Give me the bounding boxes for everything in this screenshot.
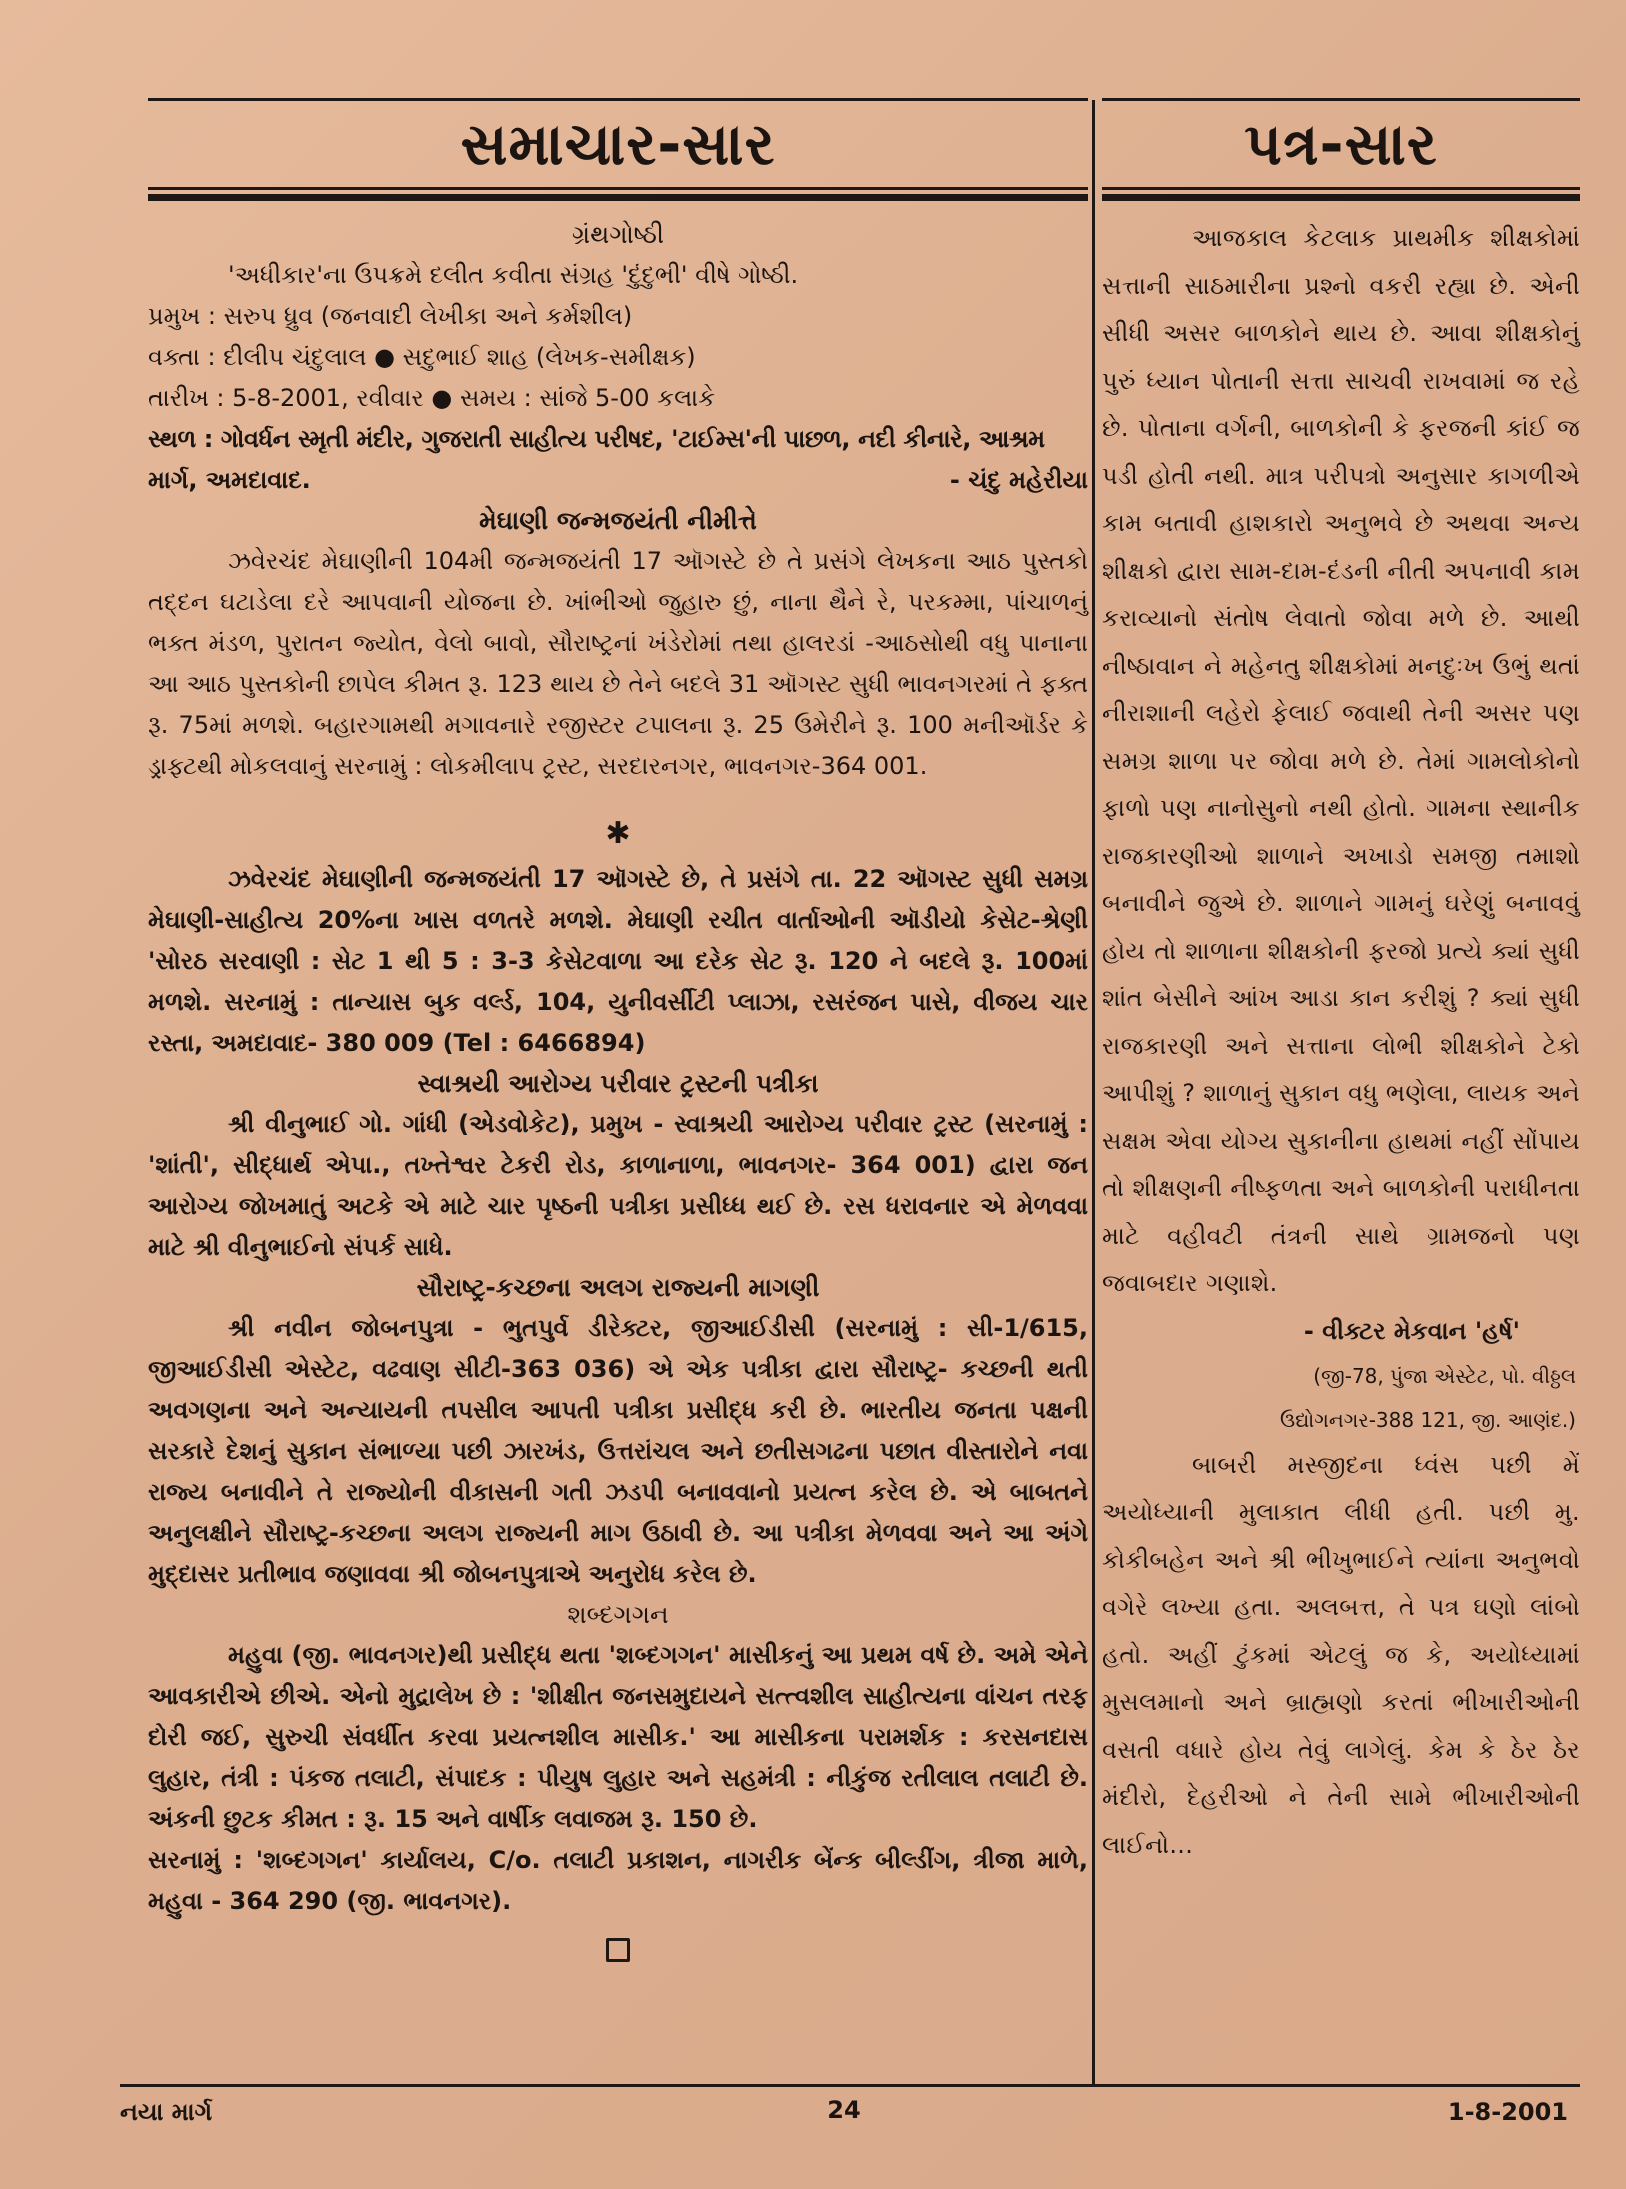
news-summary-header: સમાચાર-સાર [460, 110, 776, 178]
venue-end-text: માર્ગ, અમદાવાદ. [148, 466, 311, 494]
article-title: મેઘાણી જન્મજયંતી નીમીત્તે [479, 506, 757, 535]
event-date: તારીખ : 5-8-2001, રવીવાર ● સમય : સાંજે 5-00 કલાકે [148, 384, 716, 412]
article-body: મહુવા (જી. ભાવનગર)થી પ્રસીદ્ધ થતા 'શબ્દગગન' માસીકનું આ પ્રથમ વર્ષ છે. અમે એને આવકારીએ છીએ. એનો મુદ્રાલેખ છે : 'શીક્ષીત જનસમુદાયને સત્ત્વશીલ સાહીત્યના વાંચન તરફ દોરી જઈ, સુરુચી સંવર્ધીત કરવા પ્રયત્નશીલ માસીક.' આ માસીકના પરામર્શક : કરસનદાસ લુહાર, તંત્રી : પંકજ તલાટી, સંપાદક : પીયુષ લુહાર અને સહમંત્રી : નીકુંજ રતીલાલ તલાટી છે. અંકની છુટક કીમત : રૂ. 15 અને વાર્ષીક લવાજમ રૂ. 150 છે. [148, 1641, 1088, 1833]
page-number: 24 [827, 2096, 861, 2124]
news-summary-column [148, 98, 1088, 1962]
separator-star: ✱ [605, 816, 631, 851]
letters-summary-column [1102, 98, 1580, 1869]
article-shabdgagan [148, 1595, 1088, 1962]
article-title: સ્વાશ્રયી આરોગ્ય પરીવાર ટ્રસ્ટની પત્રીકા [417, 1069, 819, 1098]
end-mark-icon [606, 1938, 630, 1962]
event-venue: સ્થળ : ગોવર્ધન સ્મૃતી મંદીર, ગુજરાતી સાહીત્ય પરીષદ, 'ટાઈમ્સ'ની પાછળ, નદી કીનારે, આશ્રમ [148, 425, 1045, 453]
article-body: શ્રી નવીન જોબનપુત્રા - ભુતપુર્વ ડીરેક્ટર, જીઆઈડીસી (સરનામું : સી-1/615, જીઆઈડીસી એસ્ટેટ, વઢવાણ સીટી-363 036) એ એક પત્રીકા દ્વારા સૌરાષ્ટ્ર- કચ્છની થતી અવગણના અને અન્યાયની તપસીલ આપતી પત્રીકા પ્રસીદ્ધ કરી છે. ભારતીય જનતા પક્ષની સરકારે દેશનું સુકાન સંભાળ્યા પછી ઝારખંડ, ઉત્તરાંચલ અને છતીસગઢના પછાત વીસ્તારોને નવા રાજ્ય બનાવીને તે રાજ્યોની વીકાસની ગતી ઝડપી બનાવવાનો પ્રયત્ન કરેલ છે. એ બાબતને અનુલક્ષીને સૌરાષ્ટ્ર-કચ્છના અલગ રાજ્યની માગ ઉઠાવી છે. આ પત્રીકા મેળવવા અને આ અંગે મુદ્દાસર પ્રતીભાવ જણાવવા શ્રી જોબનપુત્રાએ અનુરોધ કરેલ છે. [148, 1314, 1088, 1588]
letter-body: આજકાલ કેટલાક પ્રાથમીક શીક્ષકોમાં સત્તાની સાઠમારીના પ્રશ્નો વકરી રહ્યા છે. એની સીધી અસર બાળકોને થાય છે. આવા શીક્ષકોનું પુરું ધ્યાન પોતાની સત્તા સાચવી રાખવામાં જ રહે છે. પોતાના વર્ગની, બાળકોની કે ફરજની કાંઈ જ પડી હોતી નથી. માત્ર પરીપત્રો અનુસાર કાગળીએ કામ બતાવી હાશકારો અનુભવે છે અથવા અન્ય શીક્ષકો દ્વારા સામ-દામ-દંડની નીતી અપનાવી કામ કરાવ્યાનો સંતોષ લેવાતો જોવા મળે છે. આથી નીષ્ઠાવાન ને મહેનતુ શીક્ષકોમાં મનદુઃખ ઉભું થતાં નીરાશાની લહેરો ફેલાઈ જવાથી તેની અસર પણ સમગ્ર શાળા પર જોવા મળે છે. તેમાં ગામલોકોનો ફાળો પણ નાનોસુનો નથી હોતો. ગામના સ્થાનીક રાજકારણીઓ શાળાને અખાડો સમજી તમાશો બનાવીને જુએ છે. શાળાને ગામનું ઘરેણું બનાવવું હોય તો શાળાના શીક્ષકોની ફરજો પ્રત્યે ક્યાં સુધી શાંત બેસીને આંખ આડા કાન કરીશું ? ક્યાં સુધી રાજકારણી અને સત્તાના લોભી શીક્ષકોને ટેકો આપીશું ? શાળાનું સુકાન વધુ ભણેલા, લાયક અને સક્ષમ એવા યોગ્ય સુકાનીના હાથમાં નહીં સોંપાય તો શીક્ષણની નીષ્ફળતા અને બાળકોની પરાધીનતા માટે વહીવટી તંત્રની સાથે ગ્રામજનો પણ જવાબદાર ગણાશે. [1102, 224, 1580, 1297]
event-venue-end [148, 460, 1088, 501]
article-granthgoshthi [148, 215, 1088, 501]
letter-body: બાબરી મસ્જીદના ધ્વંસ પછી મેં અયોધ્યાની મુલાકાત લીધી હતી. પછી મુ. કોકીબહેન અને શ્રી ભીખુભાઈને ત્યાંના અનુભવો વગેરે લખ્યા હતા. અલબત્ત, તે પત્ર ઘણો લાંબો હતો. અહીં ટુંકમાં એટલું જ કે, અયોધ્યામાં મુસલમાનો અને બ્રાહ્મણો કરતાં ભીખારીઓની વસતી વધારે હોય તેવું લાગેલું. કેમ કે ઠેર ઠેર મંદીરો, દેહરીઓ ને તેની સામે ભીખારીઓની લાઈનો... [1102, 1450, 1580, 1859]
header-bottom-rule [148, 194, 1088, 201]
article-title: ગ્રંથગોષ્ઠી [571, 220, 665, 249]
issue-date: 1-8-2001 [1447, 2098, 1568, 2126]
article-swashrayi [148, 1064, 1088, 1268]
article-saurashtra [148, 1268, 1088, 1595]
header-bottom-rule [1102, 194, 1580, 201]
page-footer [120, 2088, 1568, 2136]
article-title: શબ્દગગન [567, 1600, 669, 1629]
event-speakers: વક્તા : દીલીપ ચંદુલાલ ● સદુભાઈ શાહ (લેખક-સમીક્ષક) [148, 343, 696, 371]
footer-rule [120, 2084, 1580, 2087]
article-intro: 'અધીકાર'ના ઉપક્રમે દલીત કવીતા સંગ્રહ 'દુંદુભી' વીષે ગોષ્ઠી. [228, 261, 799, 289]
letters-summary-header: પત્ર-સાર [1244, 110, 1438, 178]
event-chair: પ્રમુખ : સરુપ ધ્રુવ (જનવાદી લેખીકા અને કર્મશીલ) [148, 302, 633, 330]
article-title: સૌરાષ્ટ્ર-કચ્છના અલગ રાજ્યની માગણી [416, 1273, 820, 1302]
article-meghani [148, 501, 1088, 1064]
column-divider [1092, 100, 1095, 2085]
article-signature: - ચંદુ મહેરીયા [949, 466, 1088, 494]
article-body: ઝવેરચંદ મેઘાણીની જન્મજયંતી 17 ઑગસ્ટે છે, તે પ્રસંગે તા. 22 ઑગસ્ટ સુધી સમગ્ર મેઘાણી-સાહીત્ય 20%ના ખાસ વળતરે મળશે. મેઘાણી રચીત વાર્તાઓની ઑડીયો કેસેટ-શ્રેણી 'સોરઠ સરવાણી : સેટ 1 થી 5 : 3-3 કેસેટવાળા આ દરેક સેટ રૂ. 120 ને બદલે રૂ. 100માં મળશે. સરનામું : તાન્યાસ બુક વર્લ્ડ, 104, યુનીવર્સીટી પ્લાઝા, રસરંજન પાસે, વીજય ચાર રસ્તા, અમદાવાદ- 380 009 (Tel : 6466894) [148, 865, 1088, 1057]
letter-signature: - વીક્ટર મેકવાન 'હર્ષ' [1303, 1316, 1520, 1345]
magazine-name: નયા માર્ગ [120, 2098, 213, 2126]
article-body: ઝવેરચંદ મેઘાણીની 104મી જન્મજયંતી 17 ઑગસ્ટે છે તે પ્રસંગે લેખકના આઠ પુસ્તકો તદ્દન ઘટાડેલા દરે આપવાની યોજના છે. ખાંભીઓ જુહારુ છું, નાના થૈને રે, પરકમ્મા, પાંચાળનું ભક્ત મંડળ, પુરાતન જ્યોત, વેલો બાવો, સૌરાષ્ટ્રનાં ખંડેરોમાં તથા હાલરડાં -આઠસોથી વધુ પાનાના આ આઠ પુસ્તકોની છાપેલ કીમત રૂ. 123 થાય છે તેને બદલે 31 ઑગસ્ટ સુધી ભાવનગરમાં તે ફક્ત રૂ. 75માં મળશે. બહારગામથી મગાવનારે રજીસ્ટર ટપાલના રૂ. 25 ઉમેરીને રૂ. 100 મનીઑર્ડર કે ડ્રાફ્ટથી મોકલવાનું સરનામું : લોકમીલાપ ટ્રસ્ટ, સરદારનગર, ભાવનગર-364 001. [148, 547, 1088, 780]
letter-address: ઉદ્યોગનગર-388 121, જી. આણંદ.) [1279, 1407, 1576, 1432]
article-body: શ્રી વીનુભાઈ ગો. ગાંધી (એડવોકેટ), પ્રમુખ - સ્વાશ્રયી આરોગ્ય પરીવાર ટ્રસ્ટ (સરનામું : 'શાંતી', સીદ્ધાર્થ એપા., તખ્તેશ્વર ટેકરી રોડ, કાળાનાળા, ભાવનગર- 364 001) દ્વારા જન આરોગ્ય જોખમાતું અટકે એ માટે ચાર પૃષ્ઠની પત્રીકા પ્રસીધ્ધ થઈ છે. રસ ધરાવનાર એ મેળવવા માટે શ્રી વીનુભાઈનો સંપર્ક સાધે. [148, 1110, 1088, 1261]
letter-address: (જી-78, પુંજા એસ્ટેટ, પો. વીઠ્ઠલ [1313, 1363, 1576, 1388]
article-address: સરનામું : 'શબ્દગગન' કાર્યાલય, C/o. તલાટી પ્રકાશન, નાગરીક બેંન્ક બીલ્ડીંગ, ત્રીજા માળે, મહુવા - 364 290 (જી. ભાવનગર). [148, 1846, 1088, 1915]
